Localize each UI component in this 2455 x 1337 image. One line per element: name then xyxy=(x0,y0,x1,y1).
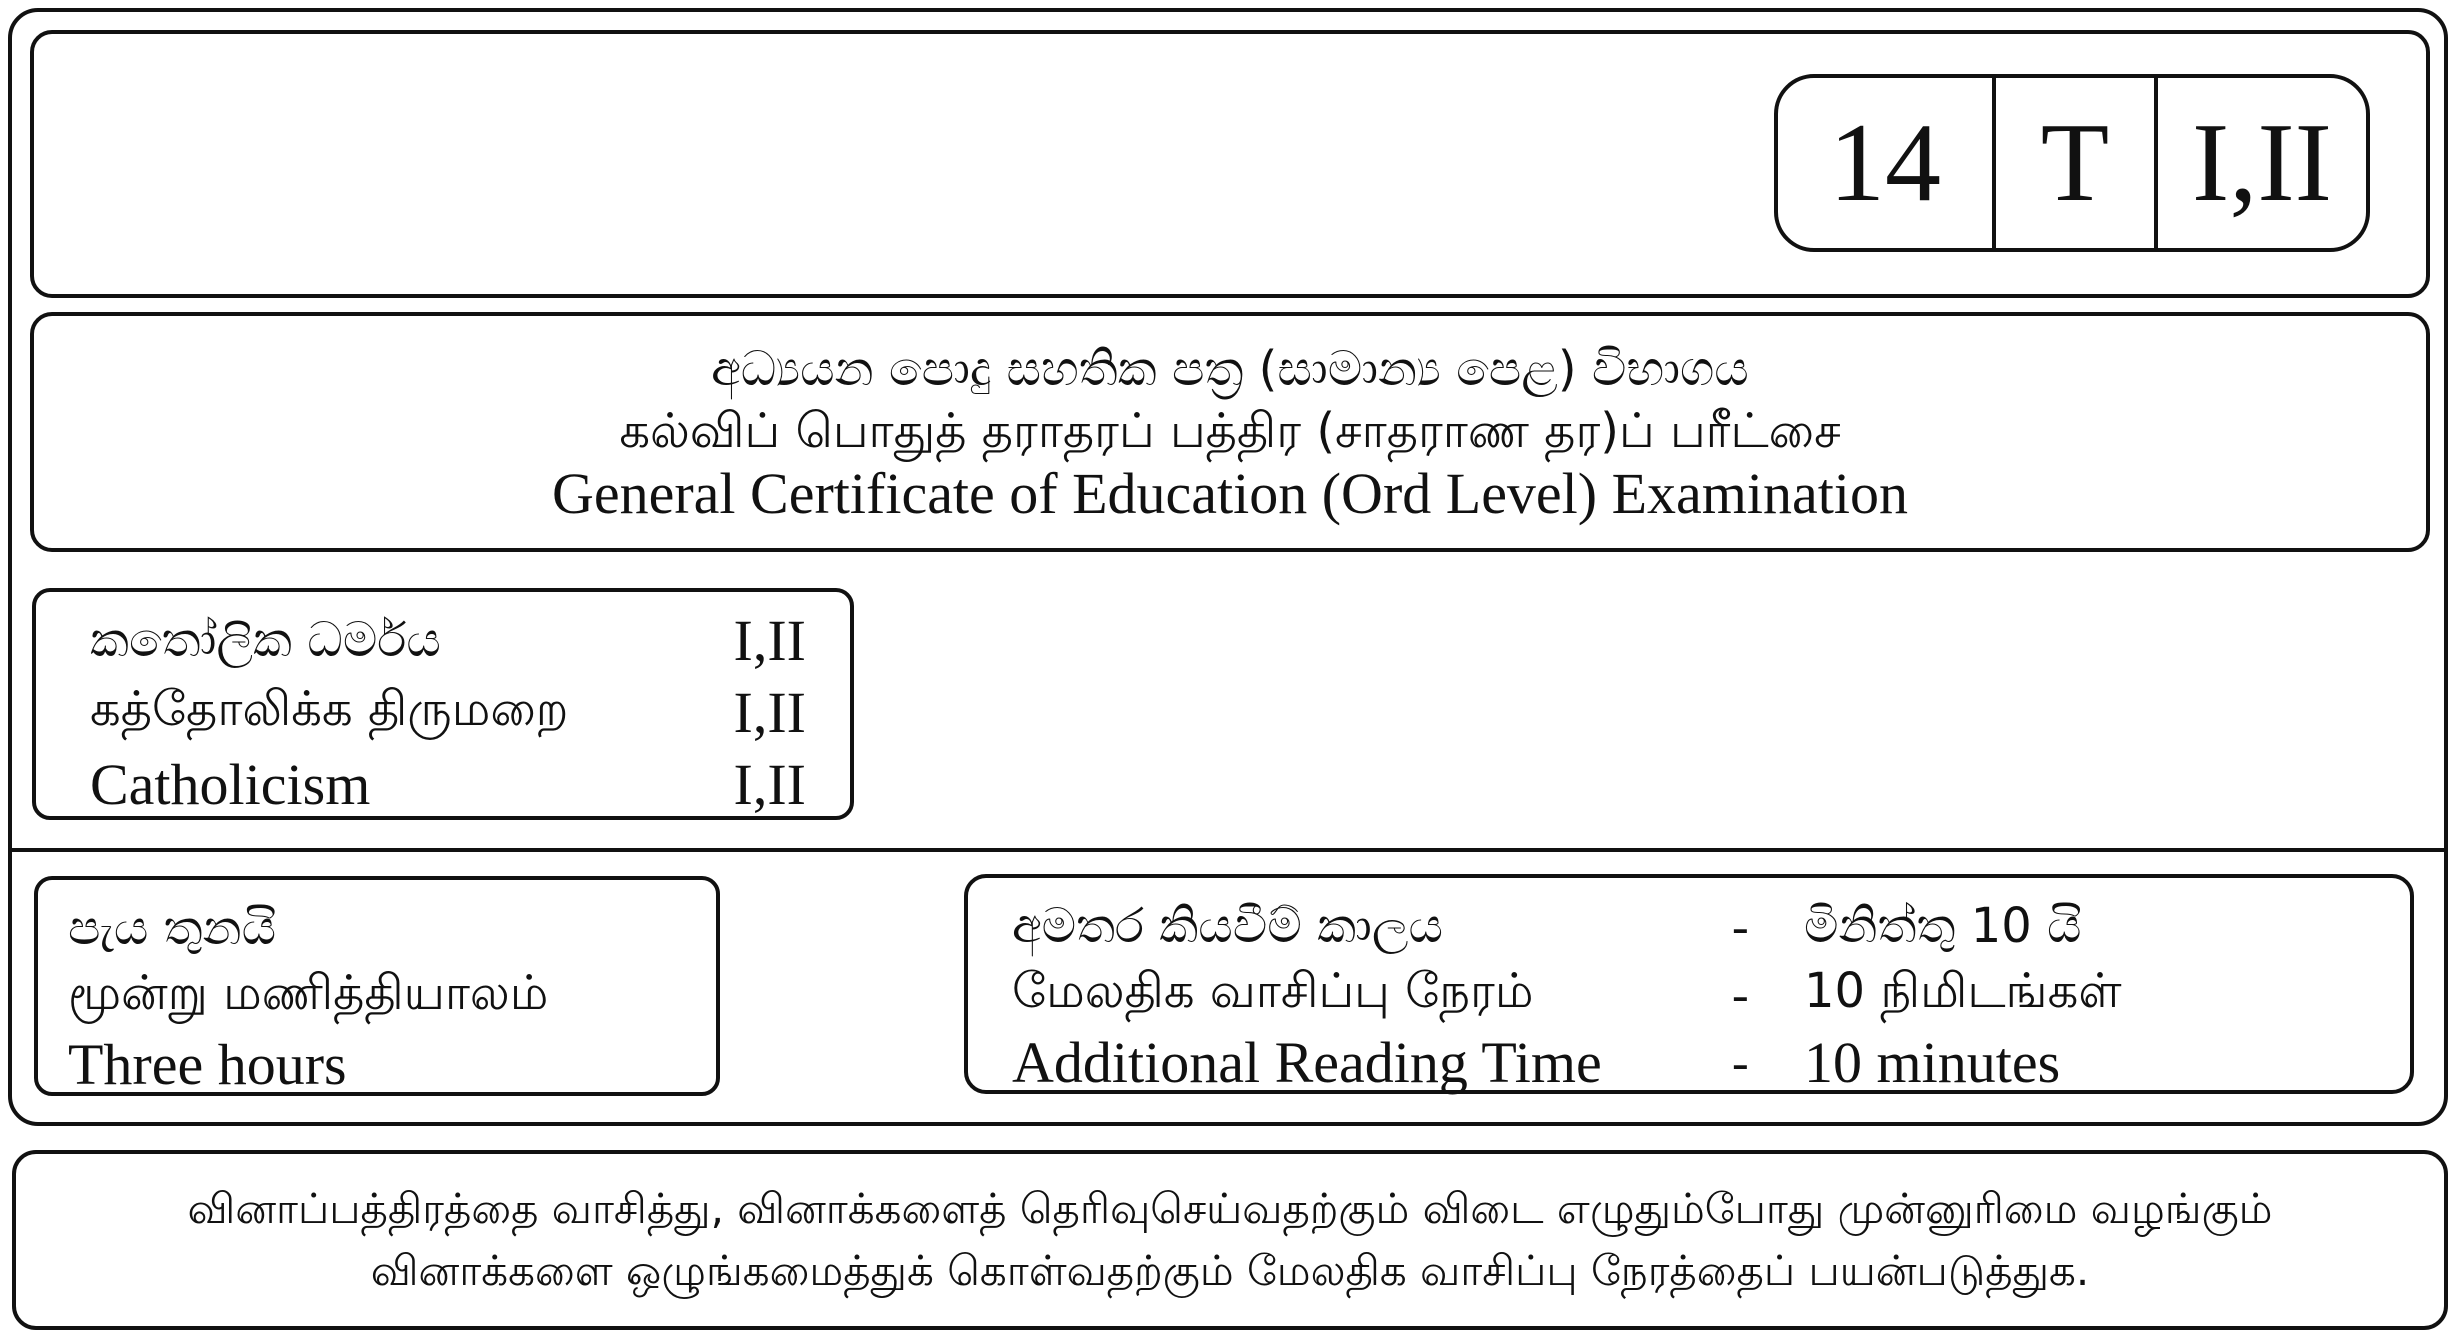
exam-title-tamil: கல்விப் பொதுத் தராதரப் பத்திர (சாதராண தர)ப் பரீட்சை xyxy=(619,403,1841,459)
reading-time-value: 10 minutes xyxy=(1804,1029,2061,1095)
exam-title-sinhala: අධ්‍යයන පොදු සහතික පත්‍ර (සාමාන්‍ය පෙළ) විභාගය xyxy=(711,341,1749,397)
subject-row-tamil xyxy=(90,676,806,748)
reading-time-label: අමතර කියවීම් කාලය xyxy=(1012,897,1443,954)
subject-box xyxy=(32,588,854,820)
exam-title-english: General Certificate of Education (Ord Level) Examination xyxy=(552,461,1908,526)
subject-parts: I,II xyxy=(733,679,806,745)
duration-box xyxy=(34,876,720,1096)
subject-parts: I,II xyxy=(733,751,806,817)
paper-medium: T xyxy=(1996,78,2158,248)
reading-time-box xyxy=(964,874,2414,1094)
section-divider xyxy=(8,848,2448,852)
dash-separator: - xyxy=(1732,1034,1749,1090)
reading-time-label: மேலதிக வாசிப்பு நேரம் xyxy=(1012,963,1534,1019)
subject-parts: I,II xyxy=(733,607,806,673)
instruction-box xyxy=(12,1150,2448,1330)
subject-name: கத்தோலிக்க திருமறை xyxy=(90,681,569,737)
reading-time-row-sinhala xyxy=(1012,892,2410,960)
reading-time-row-english xyxy=(1012,1028,2410,1096)
subject-row-english xyxy=(90,748,806,820)
exam-title-box xyxy=(30,312,2430,552)
paper-parts: I,II xyxy=(2192,100,2332,225)
duration-tamil: மூன்று மணித்தியாலம் xyxy=(68,965,549,1021)
paper-number: 14 xyxy=(1778,78,1996,248)
reading-time-value: මිනිත්තු 10 යි xyxy=(1804,897,2082,954)
subject-name: Catholicism xyxy=(90,751,371,817)
paper-code-box xyxy=(1774,74,2370,252)
dash-separator: - xyxy=(1732,966,1749,1022)
subject-name: කතෝලික ධර්මය xyxy=(90,611,441,668)
reading-time-row-tamil xyxy=(1012,960,2410,1028)
subject-row-sinhala xyxy=(90,604,806,676)
reading-time-label: Additional Reading Time xyxy=(1012,1029,1602,1095)
duration-english: Three hours xyxy=(68,1031,347,1097)
dash-separator: - xyxy=(1732,898,1749,954)
reading-time-value: 10 நிமிடங்கள் xyxy=(1804,963,2122,1019)
duration-sinhala: පැය තුනයි xyxy=(68,899,277,956)
instruction-line-1: வினாப்பத்திரத்தை வாசித்து, வினாக்களைத் தெரிவுசெய்வதற்கும் விடை எழுதும்போது முன்னுரிமை வழங்கும் xyxy=(187,1184,2273,1233)
instruction-line-2: வினாக்களை ஒழுங்கமைத்துக் கொள்வதற்கும் மேலதிக வாசிப்பு நேரத்தைப் பயன்படுத்துக. xyxy=(370,1246,2090,1295)
